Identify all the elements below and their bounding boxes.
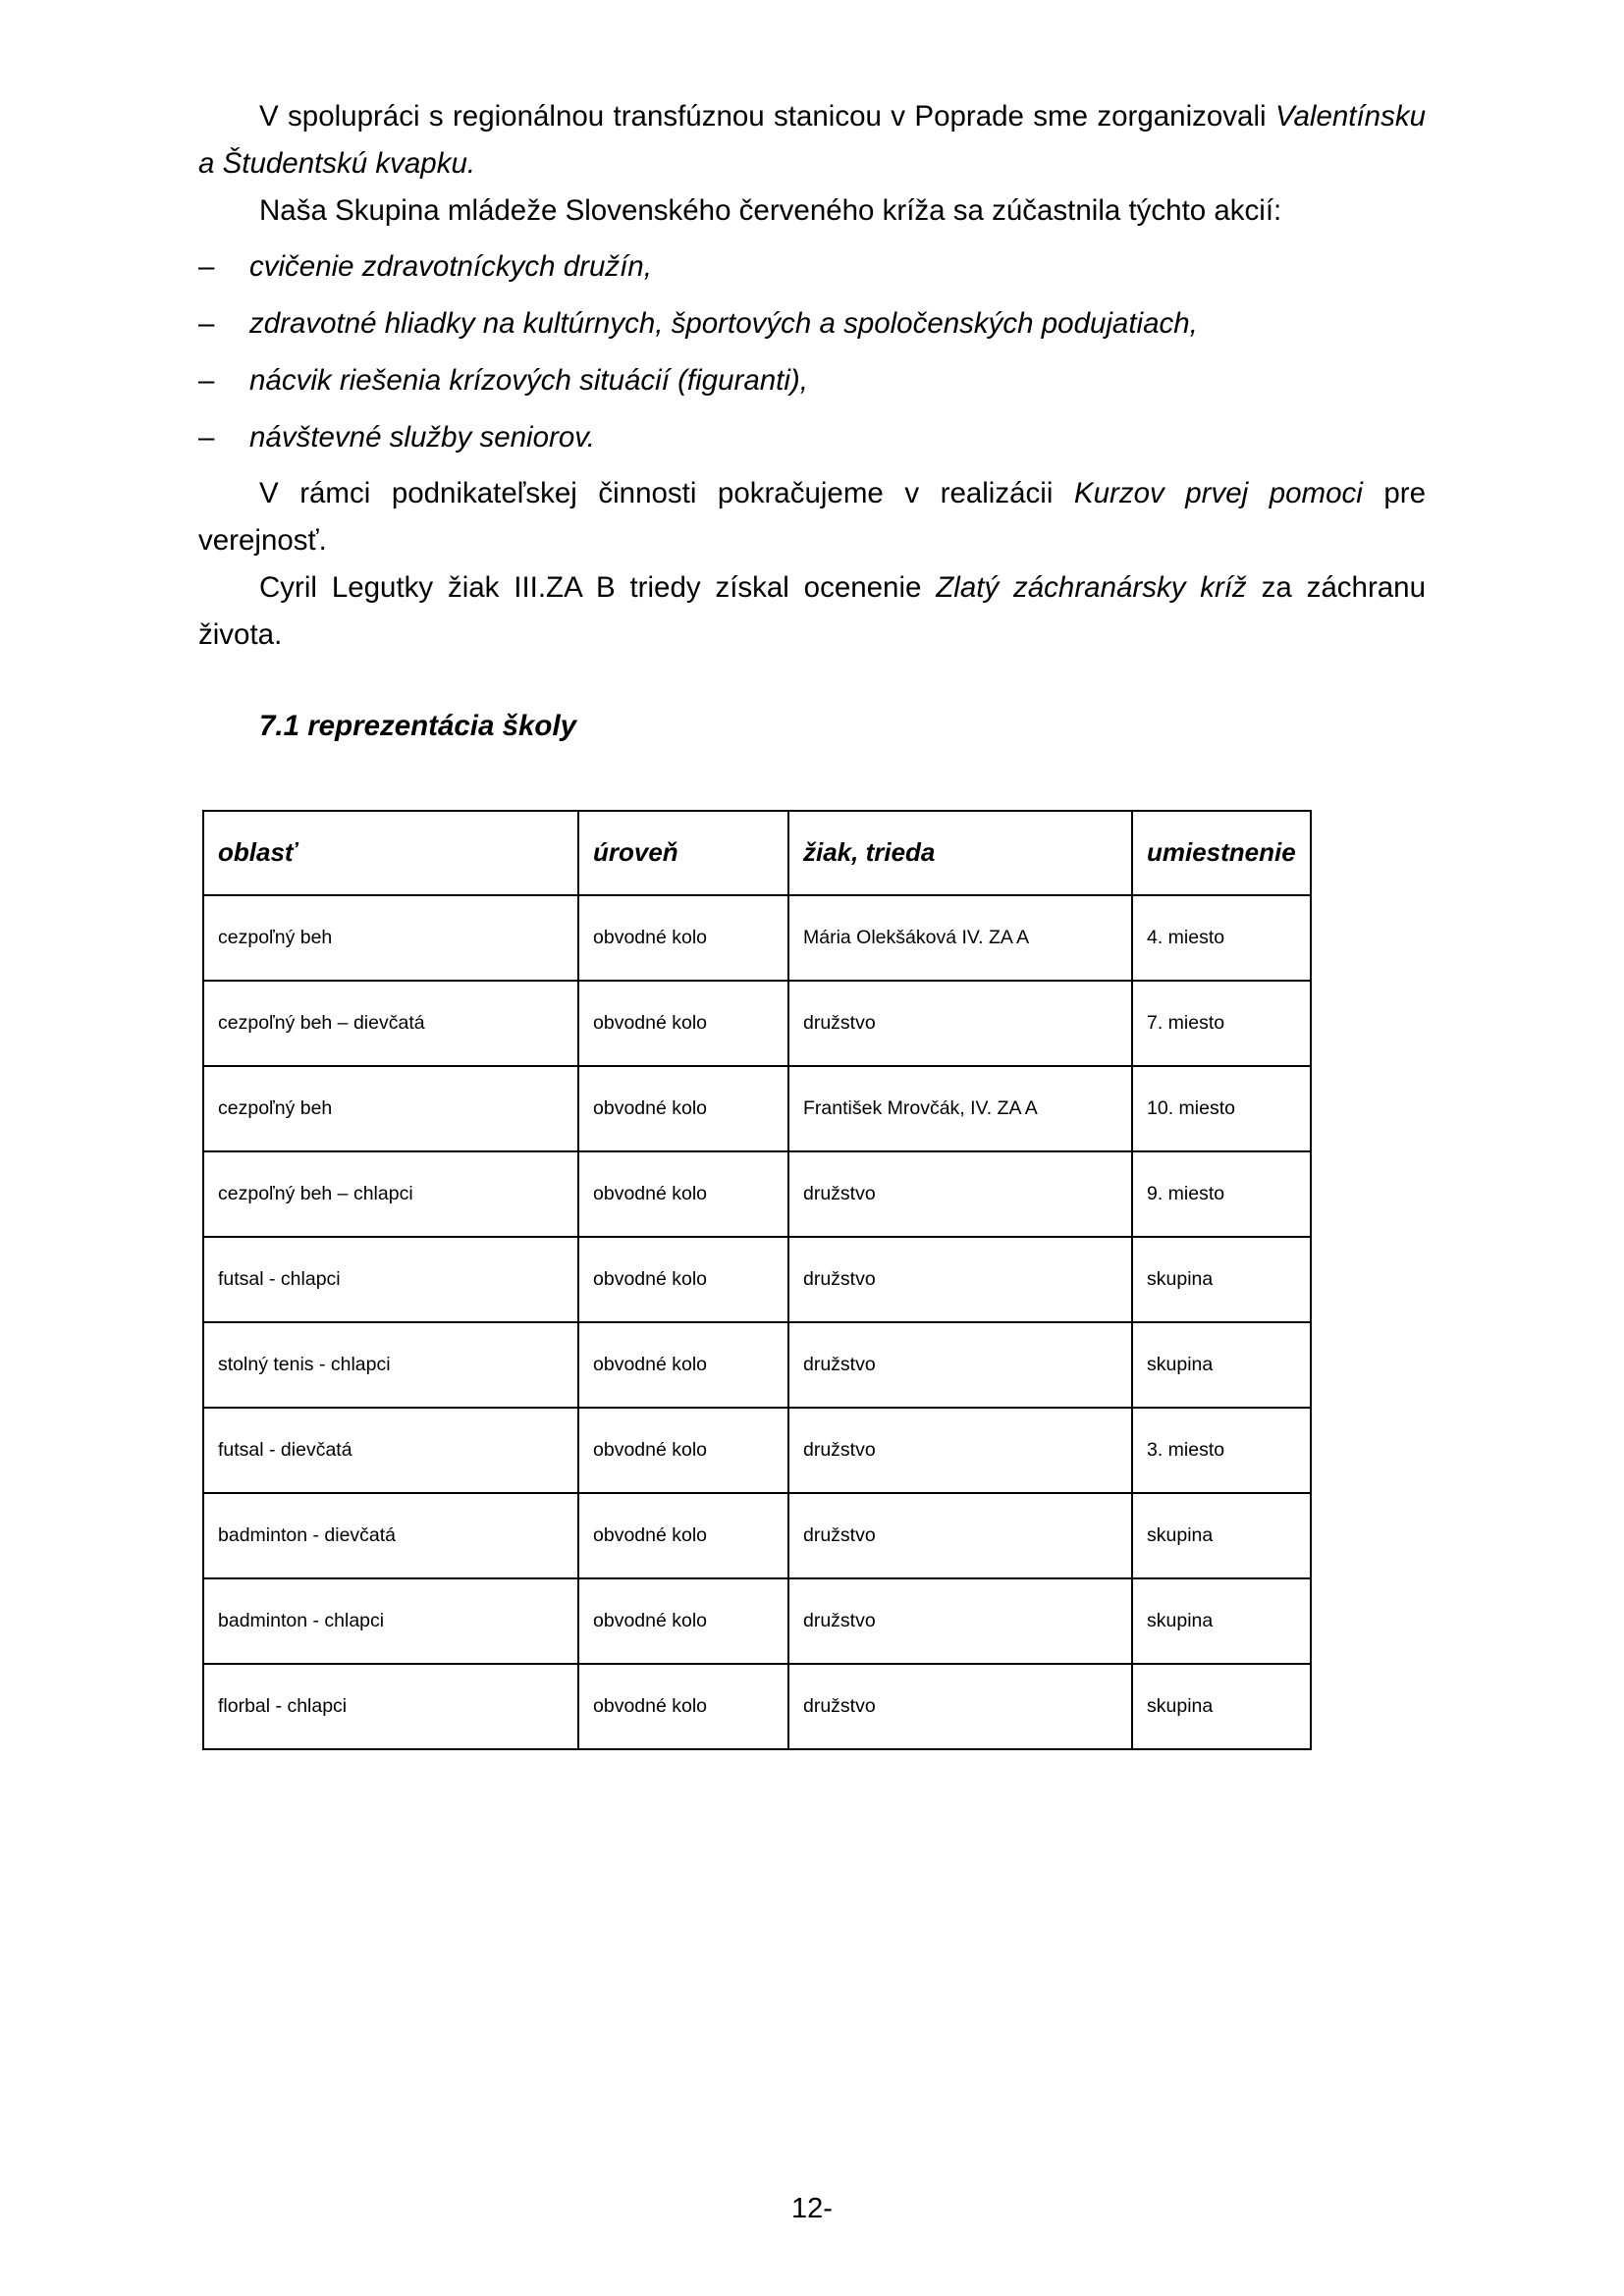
paragraph-run-text: pre verejnosť. (198, 477, 1427, 558)
paragraph-run-text: V spolupráci s regionálnou transfúznou stanicou v Poprade sme zorganizovali (259, 100, 1275, 133)
paragraph-youth-group (198, 187, 1426, 235)
page-content (198, 93, 1426, 1750)
cell-student-class: Mária Olekšáková IV. ZA A (788, 895, 1132, 981)
cell-placement: 7. miesto (1132, 981, 1311, 1066)
cell-student-class: družstvo (788, 1408, 1132, 1493)
table-header-row (203, 811, 1311, 895)
cell-area: futsal - dievčatá (203, 1408, 578, 1493)
cell-placement: skupina (1132, 1493, 1311, 1578)
table-column-header-level: úroveň (578, 811, 788, 895)
list-dash-marker: – (198, 250, 215, 284)
table-row (203, 1493, 1311, 1578)
cell-student-class: družstvo (788, 1322, 1132, 1408)
cell-student-class: družstvo (788, 1151, 1132, 1237)
table-column-header-student-class: žiak, trieda (788, 811, 1132, 895)
cell-area: cezpoľný beh – dievčatá (203, 981, 578, 1066)
paragraph-courses (198, 470, 1426, 564)
cell-student-class: družstvo (788, 981, 1132, 1066)
cell-area: stolný tenis - chlapci (203, 1322, 578, 1408)
cell-placement: skupina (1132, 1578, 1311, 1664)
list-item (198, 300, 1426, 347)
cell-level: obvodné kolo (578, 1237, 788, 1322)
paragraph-run-italic: Valentínsku a Študentskú kvapku. (198, 100, 1426, 180)
cell-area: cezpoľný beh – chlapci (203, 1151, 578, 1237)
paragraph-award (198, 564, 1426, 659)
cell-level: obvodné kolo (578, 1151, 788, 1237)
cell-level: obvodné kolo (578, 895, 788, 981)
paragraph-run-text: Naša Skupina mládeže Slovenského červeného kríža sa zúčastnila týchto akcií: (259, 193, 1282, 227)
activities-list (198, 243, 1426, 460)
cell-placement: 9. miesto (1132, 1151, 1311, 1237)
list-dash-marker: – (198, 420, 215, 454)
table-row (203, 1322, 1311, 1408)
cell-area: badminton - chlapci (203, 1578, 578, 1664)
table-row (203, 981, 1311, 1066)
cell-student-class: družstvo (788, 1578, 1132, 1664)
list-item-label: cvičenie zdravotníckych družín, (249, 250, 652, 284)
page-number: 12- (791, 2193, 833, 2224)
cell-placement: 3. miesto (1132, 1408, 1311, 1493)
cell-level: obvodné kolo (578, 1322, 788, 1408)
list-item (198, 357, 1426, 404)
paragraph-run-text: Cyril Legutky žiak III.ZA B triedy získal ocenenie (259, 571, 937, 605)
school-representation-table (202, 810, 1312, 1750)
table-row (203, 1066, 1311, 1151)
cell-level: obvodné kolo (578, 1408, 788, 1493)
paragraph-run-italic: Zlatý záchranársky kríž (936, 571, 1247, 605)
cell-placement: skupina (1132, 1664, 1311, 1749)
cell-level: obvodné kolo (578, 1664, 788, 1749)
table-row (203, 895, 1311, 981)
cell-placement: 4. miesto (1132, 895, 1311, 981)
cell-level: obvodné kolo (578, 1066, 788, 1151)
list-item (198, 414, 1426, 461)
table-row (203, 1408, 1311, 1493)
table-row (203, 1151, 1311, 1237)
cell-placement: skupina (1132, 1237, 1311, 1322)
table-row (203, 1578, 1311, 1664)
table-row (203, 1237, 1311, 1322)
cell-student-class: družstvo (788, 1493, 1132, 1578)
list-item-label: zdravotné hliadky na kultúrnych, športových a spoločenských podujatiach, (249, 307, 1198, 341)
cell-level: obvodné kolo (578, 1578, 788, 1664)
cell-area: futsal - chlapci (203, 1237, 578, 1322)
list-item-label: nácvik riešenia krízových situácií (figuranti), (249, 363, 808, 397)
cell-student-class: František Mrovčák, IV. ZA A (788, 1066, 1132, 1151)
list-dash-marker: – (198, 363, 215, 397)
table-column-header-placement: umiestnenie (1132, 811, 1311, 895)
list-item (198, 243, 1426, 291)
cell-student-class: družstvo (788, 1664, 1132, 1749)
cell-area: badminton - dievčatá (203, 1493, 578, 1578)
paragraph-run-italic: Kurzov prvej pomoci (1073, 477, 1363, 510)
cell-area: florbal - chlapci (203, 1664, 578, 1749)
cell-level: obvodné kolo (578, 981, 788, 1066)
cell-placement: 10. miesto (1132, 1066, 1311, 1151)
paragraph-run-text: V rámci podnikateľskej činnosti pokračujeme v realizácii (259, 477, 1074, 510)
section-title: 7.1 reprezentácia školy (259, 709, 577, 742)
list-item-label: návštevné služby seniorov. (249, 420, 595, 454)
cell-area: cezpoľný beh (203, 1066, 578, 1151)
table-column-header-area: oblasť (203, 811, 578, 895)
cell-level: obvodné kolo (578, 1493, 788, 1578)
paragraph-run-text: za záchranu života. (198, 571, 1426, 651)
paragraph-cooperation (198, 93, 1426, 187)
cell-placement: skupina (1132, 1322, 1311, 1408)
table-row (203, 1664, 1311, 1749)
cell-area: cezpoľný beh (203, 895, 578, 981)
list-dash-marker: – (198, 307, 215, 341)
cell-student-class: družstvo (788, 1237, 1132, 1322)
